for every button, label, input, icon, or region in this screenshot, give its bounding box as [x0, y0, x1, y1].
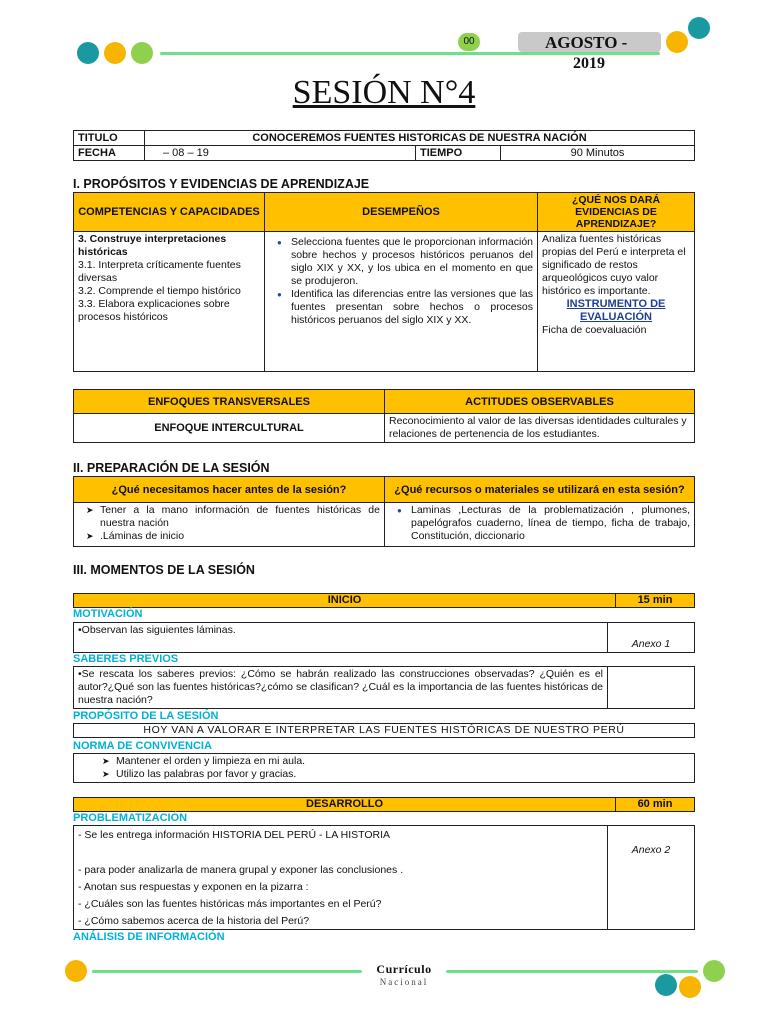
info-table [73, 130, 695, 161]
section3-heading: III. MOMENTOS DE LA SESIÓN [73, 563, 255, 577]
footer-teal-dot [655, 974, 677, 996]
col-enfoques: ENFOQUES TRANSVERSALES [74, 390, 385, 414]
antes-1: ➤ Tener a la mano información de fuentes históricas de nuestra nación [90, 504, 380, 530]
enfoque-value: ENFOQUE INTERCULTURAL [74, 414, 385, 443]
capacidad-1: 3.1. Interpreta críticamente fuentes diversas [78, 259, 241, 284]
prob-2: - para poder analizarla de manera grupal y exponer las conclusiones . [78, 864, 404, 876]
norma-1: ➤ Mantener el orden y limpieza en mi aula. [106, 755, 690, 768]
capacidad-3: 3.3. Elabora explicaciones sobre procesos históricos [78, 298, 230, 323]
badge: 00 [458, 33, 480, 51]
col-actitudes: ACTITUDES OBSERVABLES [385, 390, 695, 414]
inicio-label: INICIO [74, 594, 616, 608]
evidencia-text: Analiza fuentes históricas propias del Perú e interpreta el significado de restos arqueológicos cuyo valor histórico es importante. [542, 233, 686, 297]
fecha-value: – 08 – 19 [145, 146, 416, 161]
tiempo-label: TIEMPO [416, 146, 501, 161]
yellow-dot [104, 42, 126, 64]
motivacion-label: MOTIVACIÓN [73, 608, 143, 620]
teal-dot [77, 42, 99, 64]
tiempo-value: 90 Minutos [501, 146, 695, 161]
prob-3: - Anotan sus respuestas y exponen en la pizarra : [78, 881, 309, 893]
desempeno-1: ● Selecciona fuentes que le proporcionan información sobre hechos y procesos históricos peruanos del siglo XIX y XX, y los ubica en el momento en que se produjeron. [281, 236, 533, 288]
saberes-side [608, 667, 695, 709]
norma-cell [74, 754, 695, 783]
actitud-value: Reconocimiento al valor de las diversas identidades culturales y relaciones de pertenencia de los estudiantes. [385, 414, 695, 443]
desarrollo-label: DESARROLLO [74, 798, 616, 812]
anexo-1: Anexo 1 [631, 638, 671, 650]
teal-dot-right [688, 17, 710, 39]
yellow-dot-right [666, 31, 688, 53]
problematizacion-label: PROBLEMATIZACIÓN [73, 812, 188, 824]
footer-yellow-dot-right [679, 976, 701, 998]
desempenos-cell [265, 232, 538, 372]
inicio-time: 15 min [616, 594, 695, 608]
desarrollo-header [73, 797, 695, 812]
col-desempenos: DESEMPEÑOS [265, 193, 538, 232]
titulo-label: TITULO [74, 131, 145, 146]
antes-cell [74, 503, 385, 547]
year-text: 2019 [573, 55, 605, 72]
footer-line-right [446, 970, 698, 973]
page-title: SESIÓN N°4 [292, 74, 476, 111]
proposito-label: PROPÓSITO DE LA SESIÓN [73, 710, 219, 722]
motivacion-table [73, 622, 695, 653]
instrumento-value: Ficha de coevaluación [542, 324, 647, 336]
col-antes: ¿Qué necesitamos hacer antes de la sesión? [74, 477, 385, 503]
recursos-cell [385, 503, 695, 547]
purposes-table [73, 192, 695, 372]
titulo-value: CONOCEREMOS FUENTES HISTORICAS DE NUESTRA NACIÓN [145, 131, 695, 146]
section2-heading: II. PREPARACIÓN DE LA SESIÓN [73, 461, 270, 475]
norma-2: ➤ Utilizo las palabras por favor y gracias. [106, 768, 690, 781]
desempeno-2: ● Identifica las diferencias entre las versiones que las fuentes presentan sobre hechos o procesos históricos peruanos del siglo XIX y XX. [281, 288, 533, 327]
saberes-text: •Se rescata los saberes previos: ¿Cómo se habrán realizado las construcciones observadas? ¿Quién es el autor?¿Qué son las fuentes históricas?¿cómo se clasifican? ¿Cuál es la importancia de las fuentes históricas de nuestra nación? [74, 667, 608, 709]
anexo-1-cell [608, 623, 695, 653]
norma-table [73, 753, 695, 783]
evidencias-cell [538, 232, 695, 372]
prob-5: - ¿Cómo sabemos acerca de la historia del Perú? [78, 915, 310, 927]
inicio-header [73, 593, 695, 608]
problematizacion-cell [74, 826, 608, 930]
saberes-table [73, 666, 695, 709]
col-evidencias: ¿QUÉ NOS DARÁ EVIDENCIAS DE APRENDIZAJE? [538, 193, 695, 232]
prob-1: - Se les entrega información HISTORIA DEL PERÚ - LA HISTORIA [78, 829, 391, 841]
analisis-label: ANÁLISIS DE INFORMACIÓN [73, 931, 225, 943]
competencias-cell [74, 232, 265, 372]
col-competencias: COMPETENCIAS Y CAPACIDADES [74, 193, 265, 232]
problematizacion-table [73, 825, 695, 930]
logo-line-1: Currículo [376, 962, 432, 976]
prob-4: - ¿Cuáles son las fuentes históricas más importantes en el Perú? [78, 898, 382, 910]
section1-heading: I. PROPÓSITOS Y EVIDENCIAS DE APRENDIZAJE [73, 177, 370, 191]
footer-line-left [92, 970, 362, 973]
proposito-text: HOY VAN A VALORAR E INTERPRETAR LAS FUENTES HISTÓRICAS DE NUESTRO PERÚ [74, 724, 695, 738]
desarrollo-time: 60 min [616, 798, 695, 812]
recursos-text: ● Laminas ,Lecturas de la problematización , plumones, papelógrafos cuaderno, línea de tiempo, ficha de trabajo, Constitución, diccionario [401, 504, 690, 543]
month-text: AGOSTO - [545, 33, 628, 52]
col-recursos: ¿Qué recursos o materiales se utilizará en esta sesión? [385, 477, 695, 503]
capacidad-2: 3.2. Comprende el tiempo histórico [78, 285, 241, 297]
logo-line-2: Nacional [379, 977, 429, 987]
enfoques-table [73, 389, 695, 443]
saberes-label: SABERES PREVIOS [73, 653, 179, 665]
footer-green-dot [703, 960, 725, 982]
green-dot [131, 42, 153, 64]
footer-yellow-dot [65, 960, 87, 982]
anexo-2-cell [608, 826, 695, 930]
proposito-table [73, 723, 695, 738]
motivacion-text: •Observan las siguientes láminas. [74, 623, 608, 653]
footer-logo [364, 962, 444, 987]
fecha-label: FECHA [74, 146, 145, 161]
competencia: 3. Construye interpretaciones históricas [78, 233, 227, 258]
anexo-2: Anexo 2 [631, 844, 671, 856]
instrumento-label: INSTRUMENTO DE EVALUACIÓN [566, 298, 666, 323]
preparation-table [73, 476, 695, 547]
norma-label: NORMA DE CONVIVENCIA [73, 740, 212, 752]
antes-2: ➤ .Láminas de inicio [90, 530, 380, 543]
